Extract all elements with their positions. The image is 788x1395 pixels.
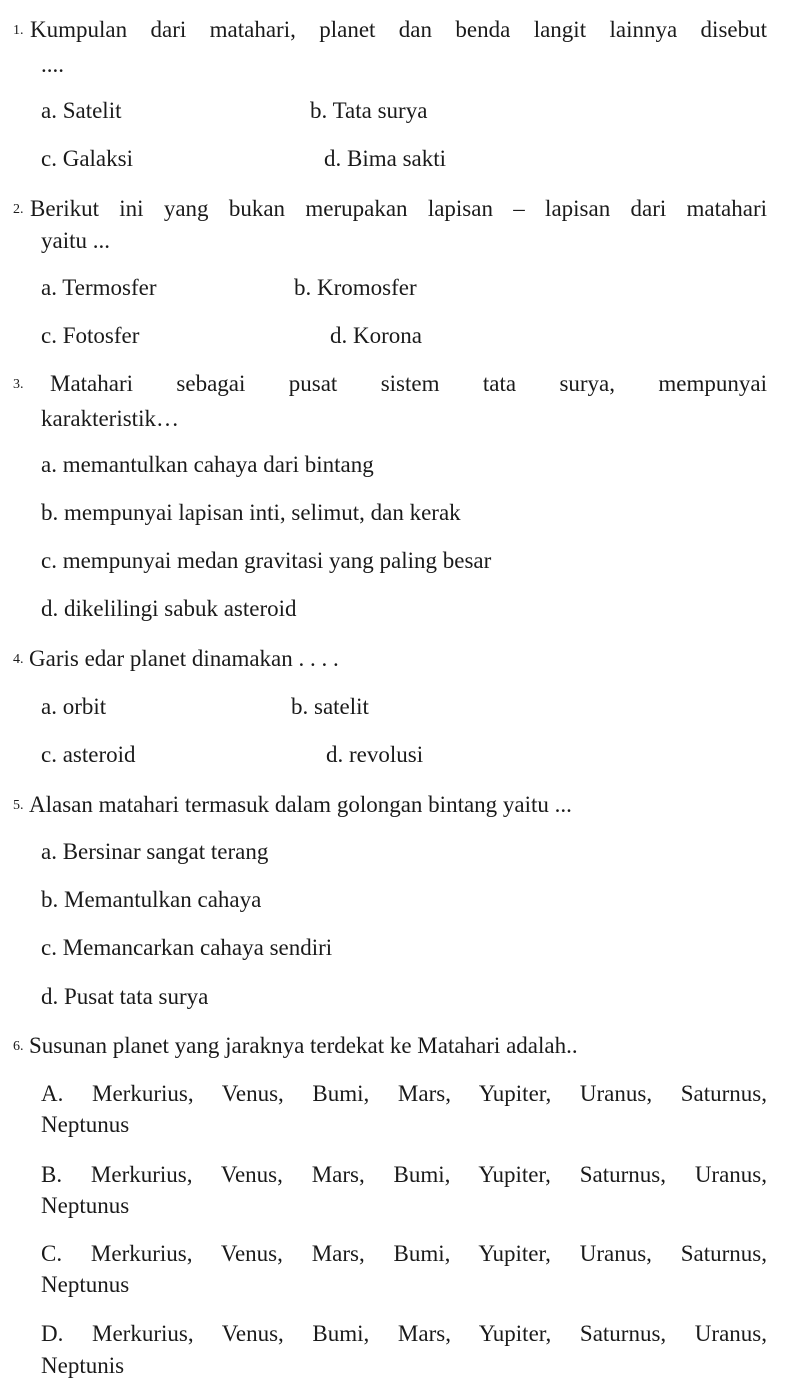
question-text: Kumpulan dari matahari, planet dan benda langit lainnya disebut (30, 17, 767, 42)
question-number: 1. (13, 23, 24, 38)
question-text-continued: .... (41, 52, 64, 77)
question-text: Berikut ini yang bukan merupakan lapisan – lapisan dari matahari (30, 196, 767, 221)
option-b: b. mempunyai lapisan inti, selimut, dan kerak (41, 500, 461, 525)
option-c-continued: Neptunus (41, 1272, 130, 1297)
option-a-continued: Neptunus (41, 1112, 130, 1137)
option-d: d. Korona (330, 323, 422, 348)
question-text: Alasan matahari termasuk dalam golongan bintang yaitu ... (29, 792, 572, 817)
question-number: 6. (13, 1039, 24, 1054)
question-text-continued: karakteristik… (41, 406, 179, 431)
question-number: 2. (13, 202, 24, 217)
option-b: B. Merkurius, Venus, Mars, Bumi, Yupiter, Saturnus, Uranus, (41, 1162, 767, 1187)
question-text: Garis edar planet dinamakan . . . . (29, 646, 339, 671)
option-b: b. Memantulkan cahaya (41, 887, 262, 912)
question-text-continued: yaitu ... (41, 228, 110, 253)
option-c: c. Galaksi (41, 146, 133, 171)
option-c: C. Merkurius, Venus, Mars, Bumi, Yupiter, Uranus, Saturnus, (41, 1241, 767, 1266)
option-d: d. Pusat tata surya (41, 984, 209, 1009)
option-c: c. asteroid (41, 742, 136, 767)
option-b: b. Tata surya (310, 98, 428, 123)
option-d: d. revolusi (326, 742, 424, 767)
question-number: 3. (13, 377, 24, 392)
question-number: 4. (13, 652, 24, 667)
option-b-continued: Neptunus (41, 1193, 130, 1218)
option-c: c. Fotosfer (41, 323, 140, 348)
option-a: a. Termosfer (41, 275, 157, 300)
option-a: a. orbit (41, 694, 107, 719)
option-c: c. Memancarkan cahaya sendiri (41, 935, 333, 960)
option-d: d. dikelilingi sabuk asteroid (41, 596, 297, 621)
option-a: a. Satelit (41, 98, 122, 123)
option-d: d. Bima sakti (324, 146, 447, 171)
question-text: Matahari sebagai pusat sistem tata surya, mempunyai (50, 371, 767, 396)
question-text: Susunan planet yang jaraknya terdekat ke Matahari adalah.. (29, 1033, 578, 1058)
question-number: 5. (13, 798, 24, 813)
option-b: b. Kromosfer (294, 275, 417, 300)
option-a: a. memantulkan cahaya dari bintang (41, 452, 374, 477)
option-a: A. Merkurius, Venus, Bumi, Mars, Yupiter, Uranus, Saturnus, (41, 1081, 767, 1106)
option-b: b. satelit (291, 694, 369, 719)
option-d-continued: Neptunis (41, 1353, 125, 1378)
option-c: c. mempunyai medan gravitasi yang paling besar (41, 548, 492, 573)
option-a: a. Bersinar sangat terang (41, 839, 269, 864)
option-d: D. Merkurius, Venus, Bumi, Mars, Yupiter, Saturnus, Uranus, (41, 1321, 767, 1346)
